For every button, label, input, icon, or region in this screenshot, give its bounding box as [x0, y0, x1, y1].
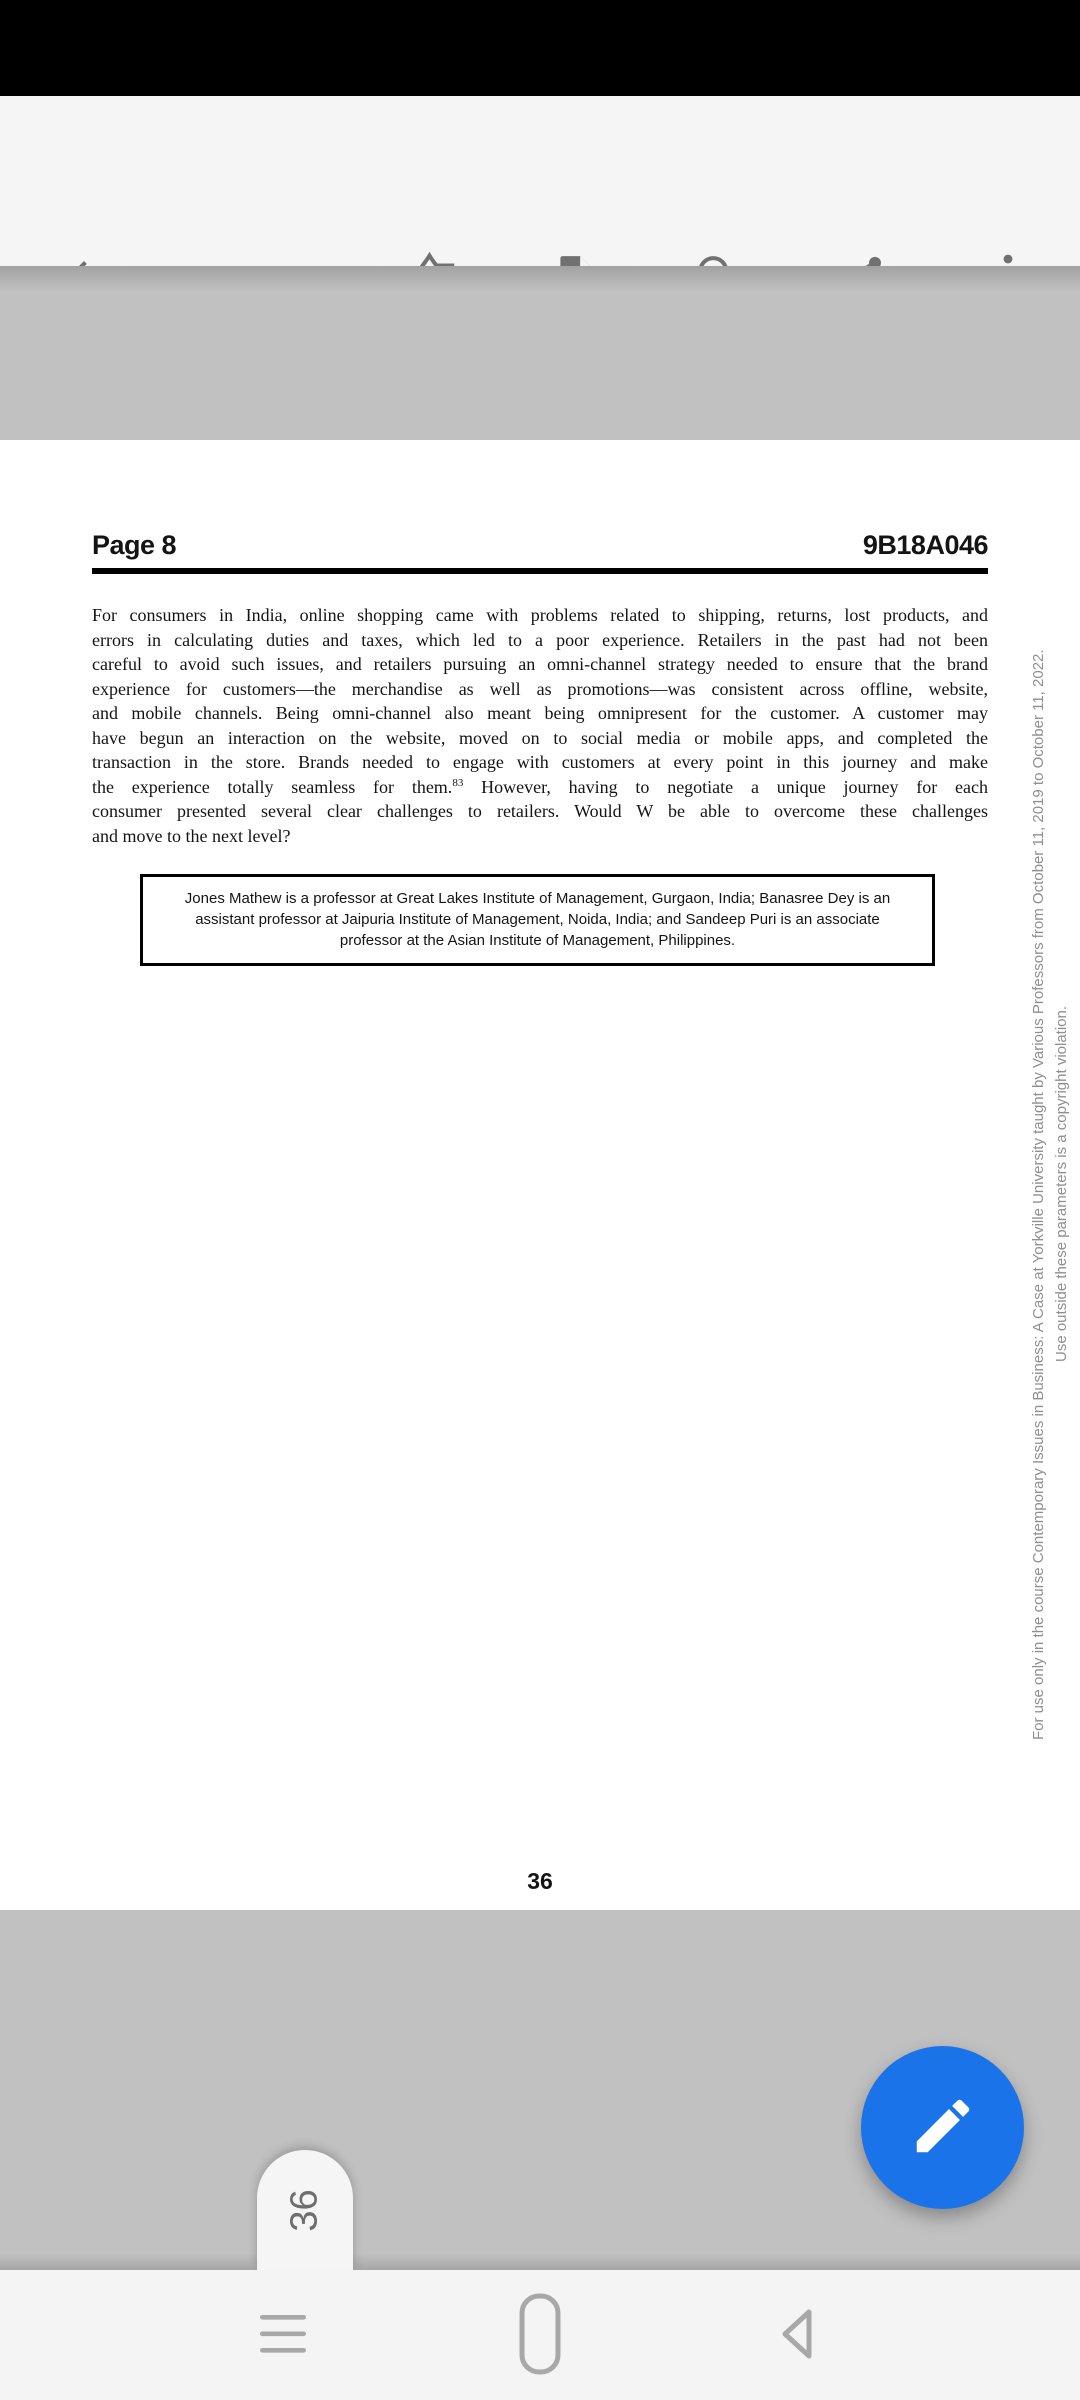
navbar-shadow	[0, 2254, 1080, 2270]
pencil-icon	[908, 2091, 978, 2164]
footnote-line: professor at the Asian Institute of Management, Philippines.	[339, 932, 736, 949]
edit-fab[interactable]	[861, 2046, 1024, 2209]
back-triangle-icon	[775, 2304, 819, 2367]
toolbar	[0, 96, 1080, 266]
pdf-page[interactable]	[0, 440, 1080, 1910]
body-line: have begun an interaction on the website, moved on to social media or mobile apps, and completed the	[92, 727, 988, 748]
nav-menu-button[interactable]	[223, 2270, 343, 2400]
home-icon	[519, 2293, 561, 2378]
page-header	[92, 530, 988, 561]
header-rule	[92, 568, 988, 574]
body-line: and mobile channels. Being omni-channel also meant being omnipresent for the customer. A customer may	[92, 703, 988, 723]
body-line: For consumers in India, online shopping came with problems related to shipping, returns, lost products, and	[92, 605, 988, 625]
menu-icon	[260, 2314, 306, 2357]
page-slider-label: 36	[283, 2188, 326, 2232]
watermark-line-1: For use only in the course Contemporary Issues in Business: A Case at Yorkville University taught by Various Professors from October 11, 2019 to October 11, 2022.	[1030, 649, 1047, 1740]
nav-home-button[interactable]	[480, 2270, 600, 2400]
body-line: errors in calculating duties and taxes, which led to a poor experience. Retailers in the past had not been	[92, 629, 988, 650]
nav-back-button[interactable]	[737, 2270, 857, 2400]
system-nav-bar	[0, 2270, 1080, 2400]
body-line: and move to the next level?	[92, 825, 291, 846]
document-canvas[interactable]	[0, 266, 1080, 2270]
body-line: transaction in the store. Brands needed to engage with customers at every point in this journey and make	[92, 752, 988, 772]
body-line: the experience totally seamless for them.$^{83}$ However, having to negotiate a unique journey for each	[92, 776, 988, 797]
body-line: consumer presented several clear challenges to retailers. Would W be able to overcome these challenges	[92, 801, 988, 821]
footnote-line: Jones Mathew is a professor at Great Lakes Institute of Management, Gurgaon, India; Banasree Dey is an	[184, 890, 891, 907]
body-line: careful to avoid such issues, and retailers pursuing an omni-channel strategy needed to ensure that the brand	[92, 654, 988, 674]
watermark-line-2: Use outside these parameters is a copyright violation.	[1053, 1005, 1070, 1362]
page-label: Page 8	[92, 530, 177, 560]
footnote-line: assistant professor at Jaipuria Institute of Management, Noida, India; and Sandeep Puri is an associate	[195, 911, 880, 928]
author-footnote-box	[140, 874, 935, 966]
page-slider-handle[interactable]	[257, 2150, 353, 2270]
body-line: experience for customers—the merchandise as well as promotions—was consistent across offline, website,	[92, 678, 988, 699]
page-number-footer: 36	[527, 1868, 553, 1894]
toolbar-shadow	[0, 266, 1080, 292]
doc-code: 9B18A046	[862, 530, 988, 560]
body-paragraph	[92, 603, 988, 848]
status-bar	[0, 0, 1080, 96]
